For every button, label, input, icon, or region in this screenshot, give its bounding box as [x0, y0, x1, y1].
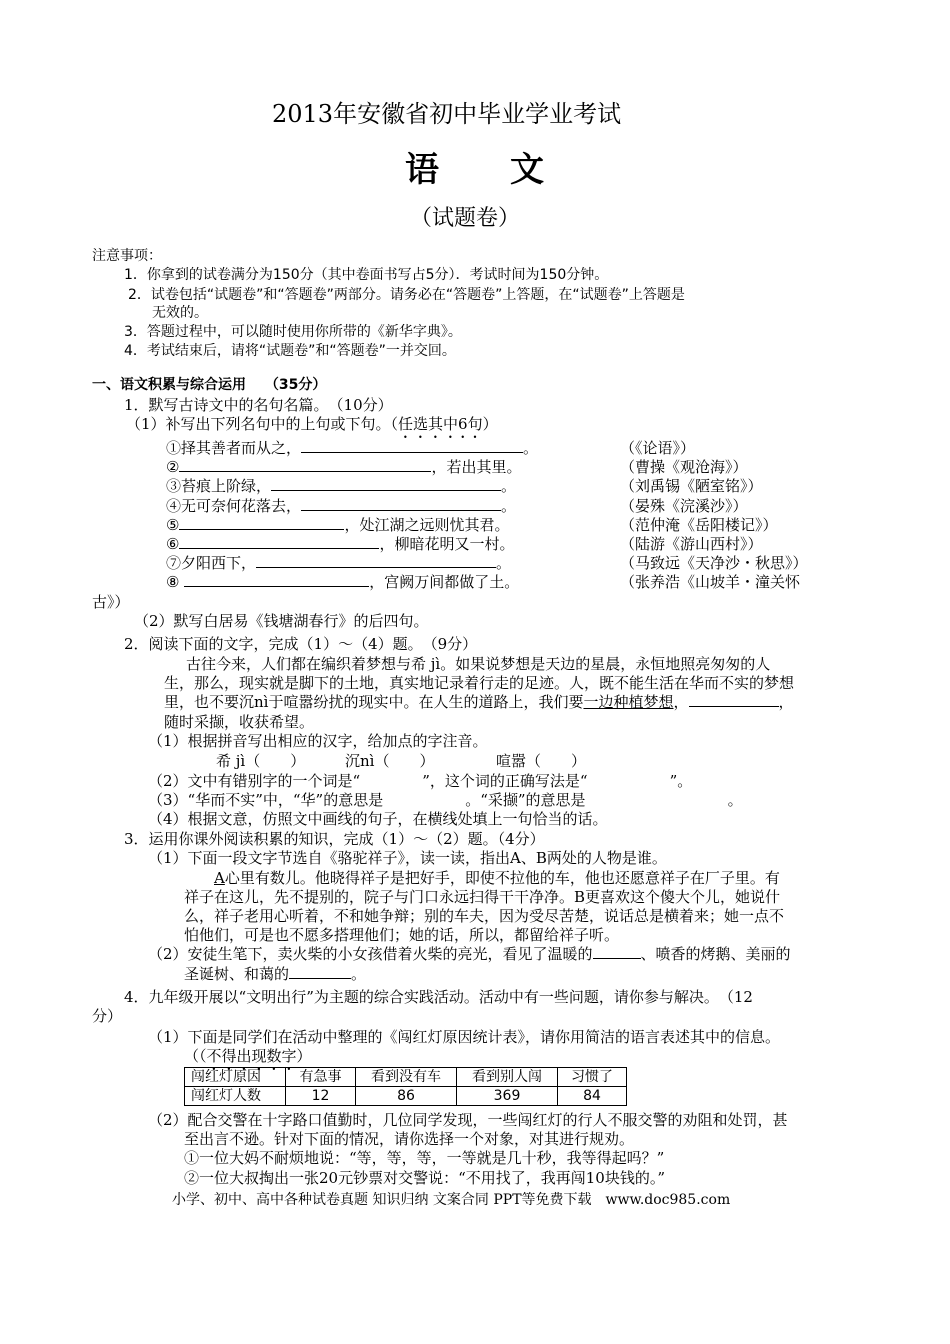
poem-tail: 。	[523, 439, 539, 457]
poem-src-7: （马致远《天净沙・秋思》）	[620, 554, 808, 572]
q2-4: （4）根据文意，仿照文中画线的句子，在横线处填上一句恰当的话。	[148, 810, 608, 828]
poem-src-8-wrap: 古》）	[92, 593, 130, 611]
subject-char-2: 文	[510, 150, 546, 190]
answer-blank[interactable]	[179, 457, 431, 472]
exam-title: 2013年安徽省初中毕业学业考试	[272, 100, 622, 128]
q3-passage-3: 么，祥子老用心听着，不和她争辩；别的车夫，因为受尽苦楚，说话总是横着来；她一点不	[184, 907, 785, 925]
q2-2-b: ”，这个词的正确写法是“	[422, 772, 588, 790]
table-header-cell: 看到没有车	[356, 1068, 457, 1087]
table-header-cell: 看到别人闯	[457, 1068, 558, 1087]
poem-tail: ，处江湖之远则忧其君。	[344, 516, 510, 534]
answer-blank[interactable]	[301, 496, 501, 511]
page-footer: 小学、初中、高中各种试卷真题 知识归纳 文案合同 PPT等免费下载 www.doc985.com	[172, 1192, 731, 1208]
table-row	[185, 1087, 627, 1106]
poem-text: ①择其善者而从之，	[166, 439, 302, 457]
subject-char-1: 语	[405, 150, 441, 190]
poem-tail: ，宫阙万间都做了土。	[369, 573, 520, 591]
answer-blank[interactable]	[301, 438, 523, 453]
q2-2-a: （2）文中有错别字的一个词是“	[148, 772, 361, 790]
q4-2-case-1: ①一位大妈不耐烦地说：“等，等，等，一等就是几十秒，我等得起吗？”	[184, 1149, 665, 1167]
q2-3	[148, 790, 743, 810]
q2-underlined-phrase: 一边种植梦想	[583, 693, 674, 711]
table-header-cell: 习惯了	[558, 1068, 627, 1087]
poem-line-4	[166, 496, 516, 516]
q4: 4．九年级开展以“文明出行”为主题的综合实践活动。活动中有一些问题，请你参与解决。 （12	[124, 988, 753, 1006]
paper-type: （试题卷）	[410, 206, 521, 231]
poem-text: ⑤	[166, 516, 180, 534]
notice-heading: 注意事项：	[92, 248, 162, 264]
poem-tail: 。	[501, 477, 517, 495]
q2-3-a: （3）“华而不实”中，“华”的意思是	[148, 791, 384, 809]
q3-passage-text: 心里有数儿。他晓得祥子是把好手，即使不拉他的车，他也还愿意祥子在厂子里。有	[224, 869, 780, 887]
poem-line-1	[166, 438, 538, 458]
q2-1-item-2: 沉nì（ ）	[345, 752, 435, 770]
answer-blank[interactable]	[271, 476, 501, 491]
q3-2	[148, 944, 791, 964]
q2-1: （1）根据拼音写出相应的汉字，给加点的字注音。	[148, 732, 488, 750]
q1: 1．默写古诗文中的名句名篇。 （10分）	[124, 396, 393, 414]
notice-item-1: 1．你拿到的试卷满分为150分（其中卷面书写占5分）．考试时间为150分钟。	[124, 267, 609, 283]
poem-text: ②	[166, 458, 180, 476]
section-heading	[92, 375, 326, 395]
q1-1-prefix: （1）补写出下列名句中的上句或下句。（	[126, 415, 399, 433]
q2: 2．阅读下面的文字，完成（1）～（4）题。 （9分）	[124, 635, 478, 653]
answer-blank[interactable]	[256, 553, 496, 568]
poem-src-1: （《论语》）	[620, 439, 696, 457]
answer-blank[interactable]	[184, 572, 369, 587]
section-score: （35分）	[264, 377, 327, 393]
q2-passage-1: 古往今来，人们都在编织着梦想与希 jì。如果说梦想是天边的星晨，永恒地照亮匆匆的人	[186, 655, 771, 673]
poem-src-5: （范仲淹《岳阳楼记》）	[620, 516, 778, 534]
poem-line-3	[166, 476, 516, 496]
poem-text: ⑦夕阳西下，	[166, 554, 257, 572]
poem-line-2	[166, 457, 521, 477]
poem-src-8: （张养浩《山坡羊・潼关怀	[620, 573, 801, 591]
poem-text: ③苔痕上阶绿，	[166, 477, 272, 495]
q3-1: （1）下面一段文字节选自《骆驼祥子》，读一读，指出A、B两处的人物是谁。	[148, 849, 667, 867]
notice-item-4: 4．考试结束后，请将“试题卷”和“答题卷”一并交回。	[124, 343, 456, 359]
q4-wrap: 分）	[92, 1007, 123, 1025]
q3-passage-4: 怕他们，可是也不愿多搭理他们；她的话，所以，都留给祥子听。	[184, 926, 620, 944]
q4-1: （1）下面是同学们在活动中整理的《闯红灯原因统计表》，请你用简洁的语言表述其中的信息。	[148, 1028, 781, 1046]
q1-2: （2）默写白居易《钱塘湖春行》的后四句。	[134, 612, 429, 630]
q4-1-note-text: （不得出现数字）	[199, 1047, 312, 1065]
q3-2-c: 圣诞树、和蔼的	[184, 965, 290, 983]
answer-blank[interactable]	[179, 515, 344, 530]
poem-line-7	[166, 553, 511, 573]
q3: 3．运用你课外阅读积累的知识，完成（1）～（2）题。（4分）	[124, 830, 545, 848]
q4-2-case-2: ②一位大叔掏出一张20元钞票对交警说：“不用找了，我再闯10块钱的。”	[184, 1169, 666, 1187]
answer-blank[interactable]	[179, 534, 379, 549]
poem-text: ④无可奈何花落去，	[166, 497, 302, 515]
table-header-cell: 有急事	[286, 1068, 356, 1087]
table-row	[185, 1068, 627, 1087]
q4-1-note: （（不得出现数字）	[184, 1047, 312, 1065]
poem-text: ⑥	[166, 535, 180, 553]
q3-passage-2: 祥子在这儿，先不提别的，院子与门口永远扫得干干净净。B更喜欢这个傻大个儿，她说什	[184, 888, 781, 906]
poem-tail: ，若出其里。	[431, 458, 522, 476]
q2-3-c: 。	[727, 791, 743, 809]
poem-line-5	[166, 515, 509, 535]
q3-passage-1	[214, 868, 780, 888]
poem-line-8	[166, 572, 519, 592]
section-title: 一、语文积累与综合运用	[92, 377, 246, 393]
notice-item-2: 2．试卷包括“试题卷”和“答题卷”两部分。请务必在“答题卷”上答题，在“试题卷”上答题是	[128, 287, 685, 303]
q2-passage-2: 生，那么，现实就是脚下的土地，真实地记录着行走的足迹。人，既不能生活在华而不实的梦想	[164, 674, 795, 692]
table-cell: 86	[356, 1087, 457, 1106]
table-cell: 闯红灯人数	[185, 1087, 286, 1106]
q1-1-emphasis: 任选其中6句	[398, 415, 483, 433]
notice-item-2-wrap: 无效的。	[152, 305, 208, 321]
q3-marker-a: A	[214, 869, 225, 887]
q2-passage-4: 随时采撷，收获希望。	[164, 713, 315, 731]
poem-tail: 。	[496, 554, 512, 572]
q4-2-wrap: 至出言不逊。针对下面的情况，请你选择一个对象，对其进行规劝。	[184, 1130, 635, 1148]
q3-2-wrap	[184, 964, 366, 984]
answer-blank[interactable]	[289, 964, 351, 979]
table-cell: 84	[558, 1087, 627, 1106]
poem-src-4: （晏殊《浣溪沙》）	[620, 497, 748, 515]
table-cell: 12	[286, 1087, 356, 1106]
q2-1-item-3: 喧嚣（ ）	[496, 752, 587, 770]
poem-src-2: （曹操《观沧海》）	[620, 458, 748, 476]
poem-tail: 。	[501, 497, 517, 515]
q1-1-suffix: ）	[482, 415, 498, 433]
poem-src-3: （刘禹锡《陋室铭》）	[620, 477, 763, 495]
table-header-cell: 闯红灯原因	[185, 1068, 286, 1087]
q4-2: （2）配合交警在十字路口值勤时，几位同学发现，一些闯红灯的行人不服交警的劝阻和处罚，甚	[148, 1111, 788, 1129]
poem-tail: ，柳暗花明又一村。	[379, 535, 515, 553]
q2-passage-text: 里，也不要沉nì于喧嚣纷扰的现实中。在人生的道路上，我们要	[164, 693, 584, 711]
q2-3-b: 。“采撷”的意思是	[465, 791, 586, 809]
q3-2-a: （2）安徒生笔下，卖火柴的小女孩借着火柴的亮光，看见了温暖的	[148, 945, 593, 963]
q2-passage-3: 里，也不要沉nì于喧嚣纷扰的现实中。在人生的道路上，我们要一边种植梦想， ，	[164, 693, 794, 711]
poem-src-6: （陆游《游山西村》）	[620, 535, 763, 553]
poem-line-6	[166, 534, 514, 554]
q2-2-c: ”。	[669, 772, 693, 790]
poem-text: ⑧	[166, 573, 185, 591]
answer-blank[interactable]	[689, 692, 779, 707]
q3-2-d: 。	[351, 965, 367, 983]
q2-1-item-1: 希 jì（ ）	[216, 752, 306, 770]
q2-2	[148, 771, 692, 791]
q3-2-b: 、喷香的烤鹅、美丽的	[640, 945, 791, 963]
notice-item-3: 3．答题过程中，可以随时使用你所带的《新华字典》。	[124, 324, 462, 340]
table-cell: 369	[457, 1087, 558, 1106]
answer-blank[interactable]	[593, 944, 641, 959]
red-light-stats-table	[184, 1067, 627, 1106]
